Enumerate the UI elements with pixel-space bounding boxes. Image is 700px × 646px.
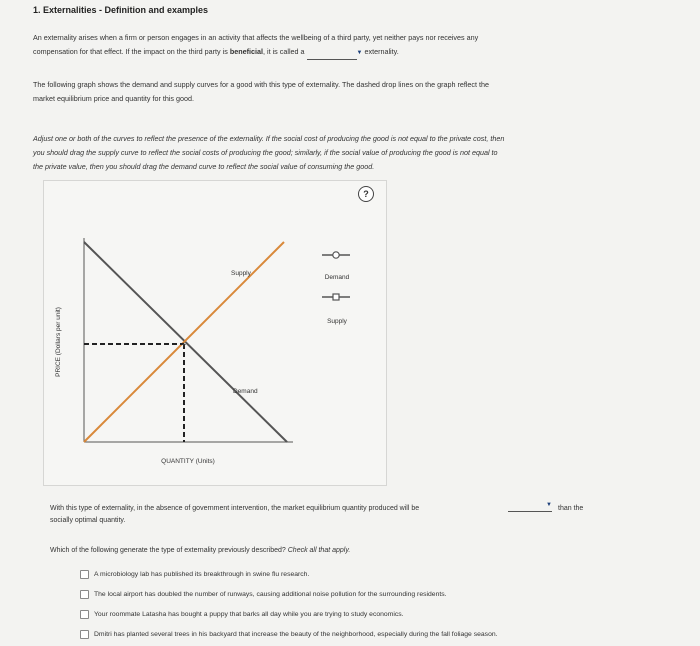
supply-tool[interactable] — [322, 294, 350, 300]
checkbox[interactable] — [80, 630, 89, 639]
question1-text: With this type of externality, in the absence of government intervention, the market equilibrium quantity produced will be — [50, 505, 420, 512]
checkbox[interactable] — [80, 570, 89, 579]
graph-instructions: Adjust one or both of the curves to reflect the presence of the externality. If the social cost of producing the good is not equal to the private cost, then you should drag the supply curve to reflect the social costs of producing the good; similarly, if the social value of producing the good is not equal to the private value, then you should drag the demand curve to reflect the social value of consuming the good. — [33, 134, 505, 171]
question1-line2: socially optimal quantity. — [50, 517, 126, 524]
option-checkbox-1[interactable]: A microbiology lab has published its breakthrough in swine flu research. — [80, 570, 309, 579]
demand-tool[interactable] — [322, 252, 350, 258]
question2-text: Which of the following generate the type of externality previously described? Check all that apply. — [50, 547, 351, 554]
help-icon[interactable]: ? — [358, 186, 374, 202]
y-axis-label: PRICE (Dollars per unit) — [55, 307, 62, 377]
supply-curve-label: Supply — [231, 270, 251, 277]
demand-handle-icon[interactable] — [333, 252, 339, 258]
supply-handle-icon[interactable] — [333, 294, 339, 300]
chevron-down-icon[interactable]: ▼ — [356, 50, 363, 56]
quantity-comparison-dropdown[interactable] — [508, 502, 552, 512]
x-axis-label: QUANTITY (Units) — [161, 458, 215, 465]
externality-type-dropdown[interactable] — [307, 51, 357, 60]
checkbox[interactable] — [80, 590, 89, 599]
option-checkbox-4[interactable]: Dmitri has planted several trees in his backyard that increase the beauty of the neighborhood, especially during the fall foliage season. — [80, 630, 498, 639]
supply-demand-graph — [43, 180, 385, 484]
definition-line2: compensation for that effect. If the impact on the third party is beneficial, it is called a ▼ externality. — [33, 45, 613, 60]
checkbox[interactable] — [80, 610, 89, 619]
demand-curve-label: Demand — [233, 388, 258, 395]
option-checkbox-2[interactable]: The local airport has doubled the number of runways, causing additional noise pollution for the surrounding residents. — [80, 590, 447, 599]
externality-definition — [33, 31, 613, 60]
legend-supply-label: Supply — [327, 318, 347, 325]
option-checkbox-3[interactable]: Your roommate Latasha has bought a puppy that barks all day while you are trying to study economics. — [80, 610, 404, 619]
chevron-down-icon[interactable]: ▼ — [546, 502, 552, 508]
legend-demand-label: Demand — [324, 274, 350, 281]
equilibrium-point: + — [181, 340, 187, 349]
definition-line1: An externality arises when a firm or person engages in an activity that affects the wellbeing of a third party, yet neither pays nor receives any — [33, 33, 479, 42]
question-title: 1. Externalities - Definition and examples — [33, 5, 209, 15]
graph-intro: The following graph shows the demand and supply curves for a good with this type of externality. The dashed drop lines on the graph reflect the market equilibrium price and quantity for this good. — [33, 80, 490, 103]
question1-suffix: than the — [558, 505, 584, 512]
